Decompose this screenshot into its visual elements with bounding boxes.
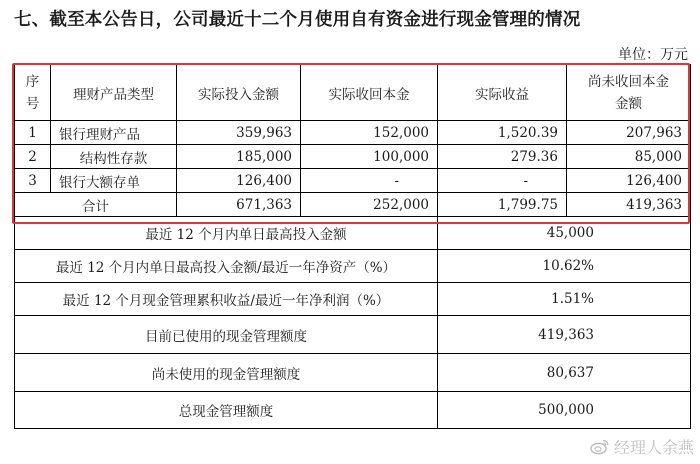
row-income: 279.36 [438,145,567,169]
summary-label: 尚未使用的现金管理额度 [15,354,438,392]
header-outstanding: 尚未收回本金金额 [567,65,691,121]
summary-row [15,250,691,283]
summary-value: 10.62% [438,250,691,283]
summary-value: 45,000 [438,217,691,250]
summary-value: 419,363 [438,316,691,354]
header-income: 实际收益 [438,65,567,121]
row-type: 结构性存款 [51,145,177,169]
summary-row [15,316,691,354]
table-row [15,145,691,169]
watermark [590,435,694,458]
row-recovered: 100,000 [301,145,438,169]
row-seq: 3 [15,169,51,193]
summary-label: 目前已使用的现金管理额度 [15,316,438,354]
total-income: 1,799.75 [438,193,567,217]
summary-row [15,217,691,250]
summary-row [15,392,691,429]
total-label: 合计 [15,193,177,217]
summary-label: 总现金管理额度 [15,392,438,429]
total-row [15,193,691,217]
summary-label: 最近 12 个月内单日最高投入金额/最近一年净资产（%） [15,250,438,283]
header-seq: 序号 [15,65,51,121]
row-outstanding: 207,963 [567,121,691,145]
row-income: 1,520.39 [438,121,567,145]
row-type: 银行理财产品 [51,121,177,145]
summary-value: 1.51% [438,283,691,316]
watermark-text: 经理人余燕 [613,438,694,457]
header-invested: 实际投入金额 [177,65,301,121]
summary-row [15,283,691,316]
total-invested: 671,363 [177,193,301,217]
summary-value: 500,000 [438,392,691,429]
row-outstanding: 85,000 [567,145,691,169]
summary-value: 80,637 [438,354,691,392]
summary-label: 最近 12 个月现金管理累积收益/最近一年净利润（%） [15,283,438,316]
row-type: 银行大额存单 [51,169,177,193]
row-recovered: - [301,169,438,193]
header-recovered: 实际收回本金 [301,65,438,121]
total-outstanding: 419,363 [567,193,691,217]
cash-management-table [14,64,691,429]
row-recovered: 152,000 [301,121,438,145]
row-invested: 359,963 [177,121,301,145]
header-type: 理财产品类型 [51,65,177,121]
summary-label: 最近 12 个月内单日最高投入金额 [15,217,438,250]
unit-label: 单位：万元 [618,47,688,63]
row-seq: 1 [15,121,51,145]
summary-row [15,354,691,392]
row-outstanding: 126,400 [567,169,691,193]
row-invested: 185,000 [177,145,301,169]
table-row [15,121,691,145]
total-recovered: 252,000 [301,193,438,217]
row-income: - [438,169,567,193]
row-invested: 126,400 [177,169,301,193]
row-seq: 2 [15,145,51,169]
weibo-icon [590,438,610,455]
table-header-row [15,65,691,121]
table-row [15,169,691,193]
page-title: 七、截至本公告日，公司最近十二个月使用自有资金进行现金管理的情况 [14,10,581,30]
